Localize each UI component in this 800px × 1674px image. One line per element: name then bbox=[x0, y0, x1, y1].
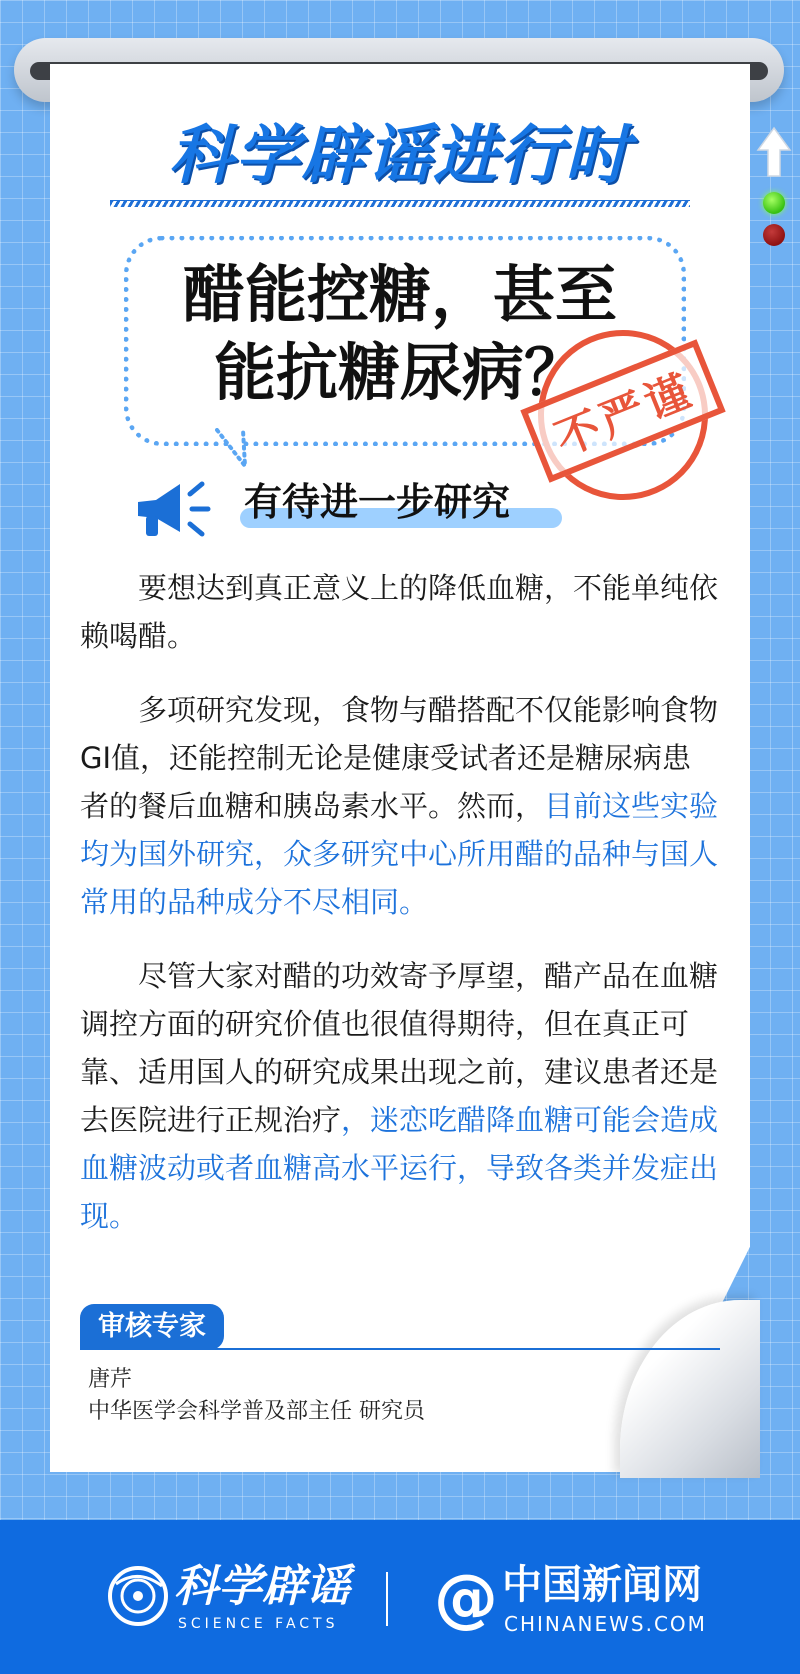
paragraph-1-text: 要想达到真正意义上的降低血糖，不能单纯依赖喝醋。 bbox=[80, 571, 719, 653]
verdict-label: 有待进一步研究 bbox=[244, 480, 511, 524]
paragraph-2 bbox=[80, 686, 720, 926]
article-body bbox=[80, 564, 720, 1266]
paragraph-2-text: 多项研究发现，食物与醋搭配不仅能影响食物GI值，还能控制无论是健康受试者还是糖尿病患者的餐后血糖和胰岛素水平。然而， bbox=[80, 693, 719, 823]
red-indicator-dot bbox=[763, 224, 785, 246]
headline-line-1: 醋能控糖，甚至 bbox=[182, 258, 617, 331]
title-underline bbox=[110, 200, 690, 207]
science-facts-name: 科学辟谣 bbox=[174, 1561, 350, 1612]
series-title: 科学辟谣进行时 bbox=[169, 119, 631, 193]
science-facts-english: SCIENCE FACTS bbox=[178, 1616, 339, 1632]
megaphone-icon bbox=[132, 476, 218, 542]
bubble-tail bbox=[215, 428, 249, 468]
green-indicator-dot bbox=[763, 192, 785, 214]
chinanews-at-icon: @ bbox=[434, 1562, 498, 1636]
up-arrow-icon bbox=[756, 126, 792, 178]
reviewer-tag: 审核专家 bbox=[80, 1304, 224, 1350]
reviewer-divider bbox=[80, 1348, 720, 1350]
footer-bar bbox=[0, 1520, 800, 1674]
verdict-stamp bbox=[528, 330, 718, 500]
science-facts-logo bbox=[106, 1560, 350, 1640]
chinanews-name: 中国新闻网 bbox=[502, 1562, 702, 1608]
paragraph-1 bbox=[80, 564, 720, 660]
paragraph-2-highlight: 目前这些实验均为国外研究，众多研究中心所用醋的品种与国人常用的品种成分不尽相同。 bbox=[80, 789, 719, 919]
reviewer-name: 唐芹 bbox=[88, 1367, 133, 1392]
reviewer-title: 中华医学会科学普及部主任 研究员 bbox=[88, 1399, 425, 1424]
paragraph-3-text: 尽管大家对醋的功效寄予厚望，醋产品在血糖调控方面的研究价值也很值得期待，但在真正可靠、适用国人的研究成果出现之前，建议患者还是去医院进行正规治疗 bbox=[80, 959, 719, 1137]
footer-divider bbox=[386, 1572, 388, 1626]
chinanews-domain: CHINANEWS.COM bbox=[504, 1612, 707, 1636]
headline-line-2: 能抗糖尿病？ bbox=[213, 336, 586, 409]
paragraph-3-highlight: ，迷恋吃醋降血糖可能会造成血糖波动或者血糖高水平运行，导致各类并发症出现。 bbox=[80, 1103, 719, 1233]
paragraph-3 bbox=[80, 952, 720, 1240]
stamp-text: 不严谨 bbox=[520, 339, 725, 482]
science-facts-mark-icon bbox=[106, 1564, 170, 1628]
chinanews-logo bbox=[434, 1554, 714, 1646]
